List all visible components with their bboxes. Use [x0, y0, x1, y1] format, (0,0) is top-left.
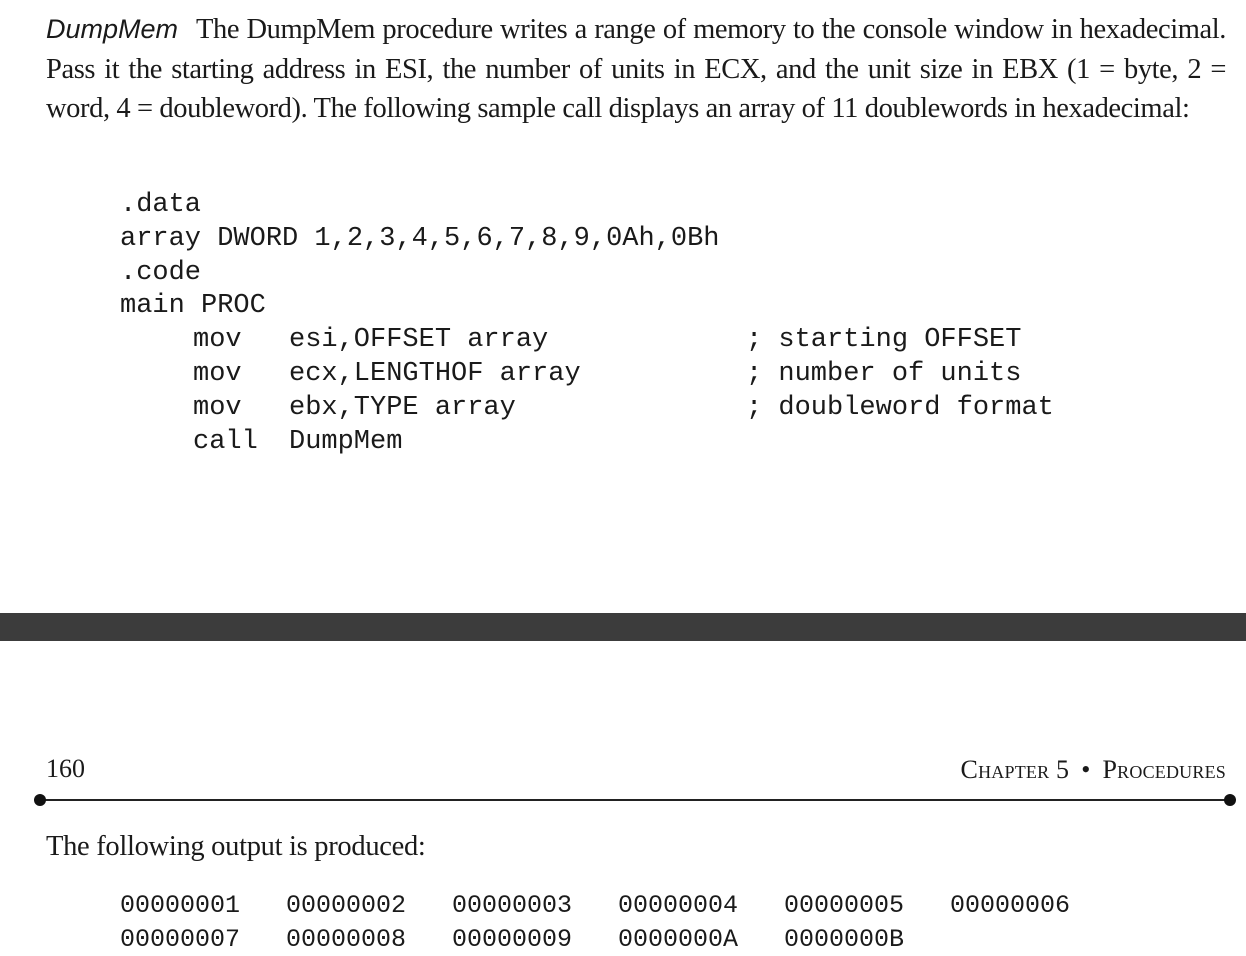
- code-op: mov: [193, 358, 242, 389]
- running-header: [961, 755, 1226, 785]
- code-line: [120, 324, 1022, 358]
- code-args: ebx,TYPE array: [289, 392, 516, 423]
- output-value: 00000004: [618, 891, 739, 920]
- paragraph-body: The DumpMem procedure writes a range of memory to the console window in hexadecimal. Pass it the starting address in ESI, the number of units in ECX, and the unit size in EBX (1 = byte, 2 = word, 4 = doubleword). The following sample call displays an array of 11 doublewords in hexadecimal:: [46, 14, 1226, 124]
- code-line: .data: [120, 190, 202, 220]
- rule-end-dot: [1224, 794, 1236, 806]
- code-line: .code: [120, 257, 202, 288]
- code-line: main PROC: [120, 291, 266, 322]
- header-rule: [40, 799, 1230, 801]
- output-value: 00000003: [452, 891, 573, 920]
- code-args: ecx,LENGTHOF array: [289, 358, 581, 389]
- code-comment: ; doubleword format: [746, 392, 1054, 423]
- code-line: [120, 392, 1054, 426]
- code-line: array DWORD 1,2,3,4,5,6,7,8,9,0Ah,0Bh: [120, 223, 720, 254]
- output-value: 00000001: [120, 891, 241, 920]
- code-op: mov: [193, 325, 242, 356]
- output-value: 0000000A: [618, 924, 739, 954]
- output-value: 00000005: [784, 891, 905, 920]
- code-comment: ; starting OFFSET: [746, 325, 1022, 356]
- page-number: 160: [46, 754, 85, 783]
- output-listing: [120, 889, 1116, 956]
- code-comment: ; number of units: [746, 358, 1022, 389]
- output-value: 0000000B: [784, 924, 905, 954]
- code-listing: [120, 189, 1054, 459]
- code-args: DumpMem: [289, 426, 403, 457]
- code-line: [120, 426, 720, 460]
- code-op: mov: [193, 392, 242, 423]
- output-intro: The following output is produced:: [46, 831, 426, 862]
- code-op: call: [193, 426, 258, 457]
- chapter-label: Chapter 5: [960, 755, 1070, 784]
- code-args: esi,OFFSET array: [289, 325, 549, 356]
- output-value: 00000007: [120, 924, 241, 954]
- bullet-separator: •: [1081, 755, 1091, 784]
- section-label: Procedures: [1102, 755, 1226, 784]
- output-value: 00000002: [286, 891, 407, 920]
- output-value: 00000008: [286, 924, 407, 954]
- output-value: 00000006: [950, 891, 1071, 920]
- output-value: 00000009: [452, 924, 573, 954]
- page-break-band: [0, 613, 1246, 641]
- code-line: [120, 358, 1022, 392]
- output-row: [120, 889, 1116, 923]
- output-row: [120, 923, 1116, 956]
- intro-paragraph: [46, 10, 1226, 129]
- rule-end-dot: [34, 794, 46, 806]
- procedure-term: DumpMem: [46, 14, 179, 44]
